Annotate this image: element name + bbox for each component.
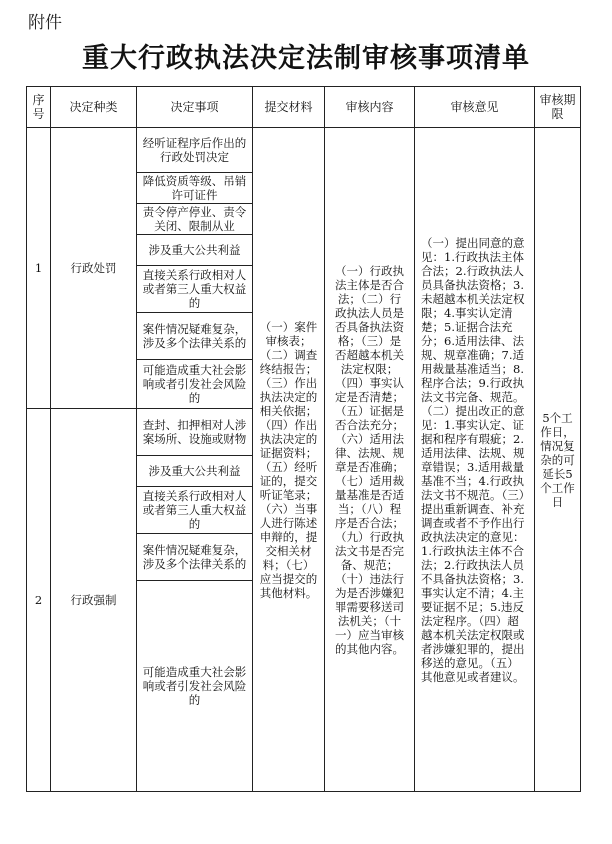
row-seq: 2 xyxy=(27,409,51,792)
row-type: 行政处罚 xyxy=(51,128,137,409)
decision-item: 直接关系行政相对人或者第三人重大权益的 xyxy=(137,487,253,534)
header-seq: 序号 xyxy=(27,87,51,128)
decision-item: 查封、扣押相对人涉案场所、设施或财物 xyxy=(137,409,253,456)
row-seq: 1 xyxy=(27,128,51,409)
decision-item: 直接关系行政相对人或者第三人重大权益的 xyxy=(137,266,253,313)
header-type: 决定种类 xyxy=(51,87,137,128)
decision-item: 可能造成重大社会影响或者引发社会风险的 xyxy=(137,360,253,409)
materials-cell: （一）案件审核表；（二）调查终结报告；（三）作出执法决定的相关依据；（四）作出执法决定的证据资料；（五）经听证的，提交听证笔录；（六）当事人进行陈述申辩的，提交相关材料；（七）应当提交的其他材料。 xyxy=(253,128,325,792)
decision-item: 经听证程序后作出的行政处罚决定 xyxy=(137,128,253,173)
header-opinion: 审核意见 xyxy=(415,87,535,128)
decision-item: 案件情况疑难复杂，涉及多个法律关系的 xyxy=(137,313,253,360)
review-items-table xyxy=(26,86,581,792)
attachment-label: 附件 xyxy=(28,13,62,33)
header-period: 审核期限 xyxy=(535,87,581,128)
header-materials: 提交材料 xyxy=(253,87,325,128)
table-row xyxy=(27,128,581,173)
header-item: 决定事项 xyxy=(137,87,253,128)
decision-item: 案件情况疑难复杂，涉及多个法律关系的 xyxy=(137,534,253,581)
row-type: 行政强制 xyxy=(51,409,137,792)
decision-item: 责令停产停业、责令关闭、限制从业 xyxy=(137,204,253,235)
decision-item: 涉及重大公共利益 xyxy=(137,456,253,487)
header-content: 审核内容 xyxy=(325,87,415,128)
period-cell: 5个工作日，情况复杂的可延长5个工作日 xyxy=(535,128,581,792)
decision-item: 涉及重大公共利益 xyxy=(137,235,253,266)
table-header-row xyxy=(27,87,581,128)
content-cell: （一）行政执法主体是否合法；（二）行政执法人员是否具备执法资格；（三）是否超越本机关法定权限；（四）事实认定是否清楚；（五）证据是否合法充分；（六）适用法律、法规、规章是否准确；（七）适用裁量基准是否适当；（八）程序是否合法；（九）行政执法文书是否完备、规范；（十）违法行为是否涉嫌犯罪需要移送司法机关；（十一）应当审核的其他内容。 xyxy=(325,128,415,792)
decision-item: 可能造成重大社会影响或者引发社会风险的 xyxy=(137,581,253,792)
document-title: 重大行政执法决定法制审核事项清单 xyxy=(82,43,530,74)
decision-item: 降低资质等级、吊销许可证件 xyxy=(137,173,253,204)
opinion-cell: （一）提出同意的意见：1.行政执法主体合法；2.行政执法人员具备执法资格；3.未超越本机关法定权限；4.事实认定清楚；5.证据合法充分；6.适用法律、法规、规章准确；7.适用裁量基准适当；8.程序合法；9.行政执法文书完备、规范。（二）提出改正的意见：1.事实认定、证据和程序有瑕疵；2.适用法律、法规、规章错误；3.适用裁量基准不当；4.行政执法文书不规范。（三）提出重新调查、补充调查或者不予作出行政执法决定的意见：1.行政执法主体不合法；2.行政执法人员不具备执法资格；3.事实认定不清；4.主要证据不足；5.违反法定程序。（四）超越本机关法定权限或者涉嫌犯罪的，提出移送的意见。（五）其他意见或者建议。 xyxy=(415,128,535,792)
